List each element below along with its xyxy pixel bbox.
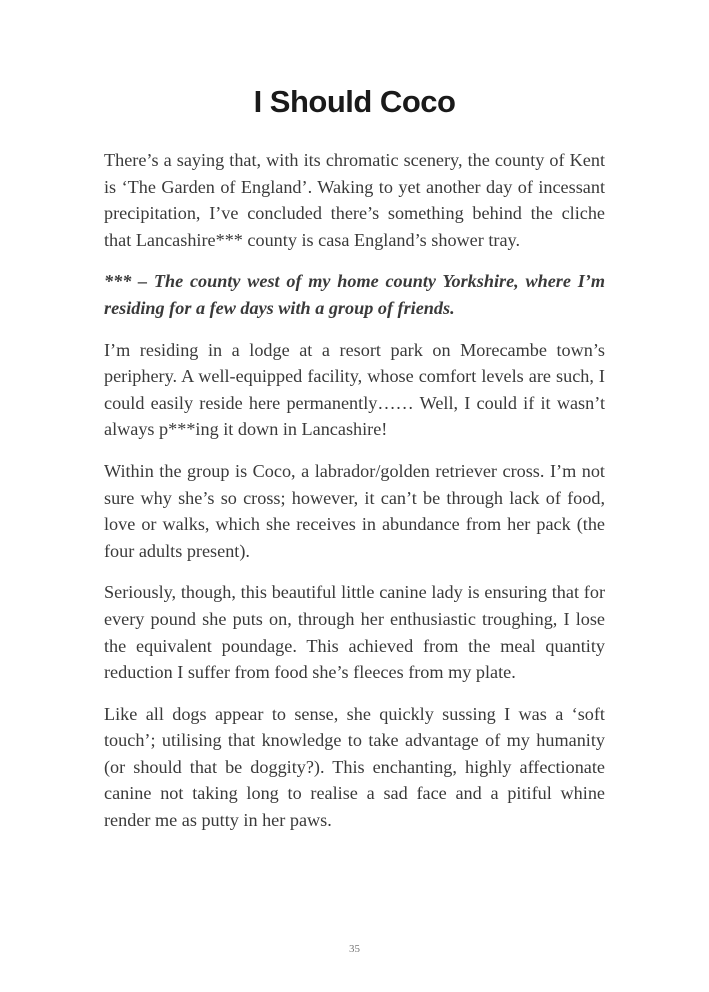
paragraph-coco: Within the group is Coco, a labrador/golden retriever cross. I’m not sure why she’s so cross; however, it can’t be through lack of food, love or walks, which she receives in abundance from her pack (the four adults present).	[104, 460, 605, 561]
chapter-body	[104, 147, 605, 849]
chapter-title: I Should Coco	[253, 84, 456, 119]
footnote-paragraph: *** – The county west of my home county Yorkshire, where I’m residing for a few days with a group of friends.	[104, 271, 605, 318]
paragraph-kent: There’s a saying that, with its chromatic scenery, the county of Kent is ‘The Garden of England’. Waking to yet another day of incessant precipitation, I’ve concluded there’s something behind the cliche that Lancashire*** county is casa England’s shower tray.	[104, 150, 605, 250]
page-number: 35	[349, 943, 360, 955]
paragraph-lodge: I’m residing in a lodge at a resort park on Morecambe town’s periphery. A well-equipped facility, whose comfort levels are such, I could easily reside here permanently…… Well, I could if it wasn’t always p***ing it down in Lancashire!	[104, 339, 605, 440]
paragraph-soft-touch: Like all dogs appear to sense, she quickly sussing I was a ‘soft touch’; utilising that knowledge to take advantage of my humanity (or should that be doggity?). This enchanting, highly affectionate canine not taking long to realise a sad face and a pitiful whine render me as putty in her paws.	[104, 703, 605, 831]
paragraph-poundage: Seriously, though, this beautiful little canine lady is ensuring that for every pound she puts on, through her enthusiastic troughing, I lose the equivalent poundage. This achieved from the meal quantity reduction I suffer from food she’s fleeces from my plate.	[104, 582, 605, 683]
